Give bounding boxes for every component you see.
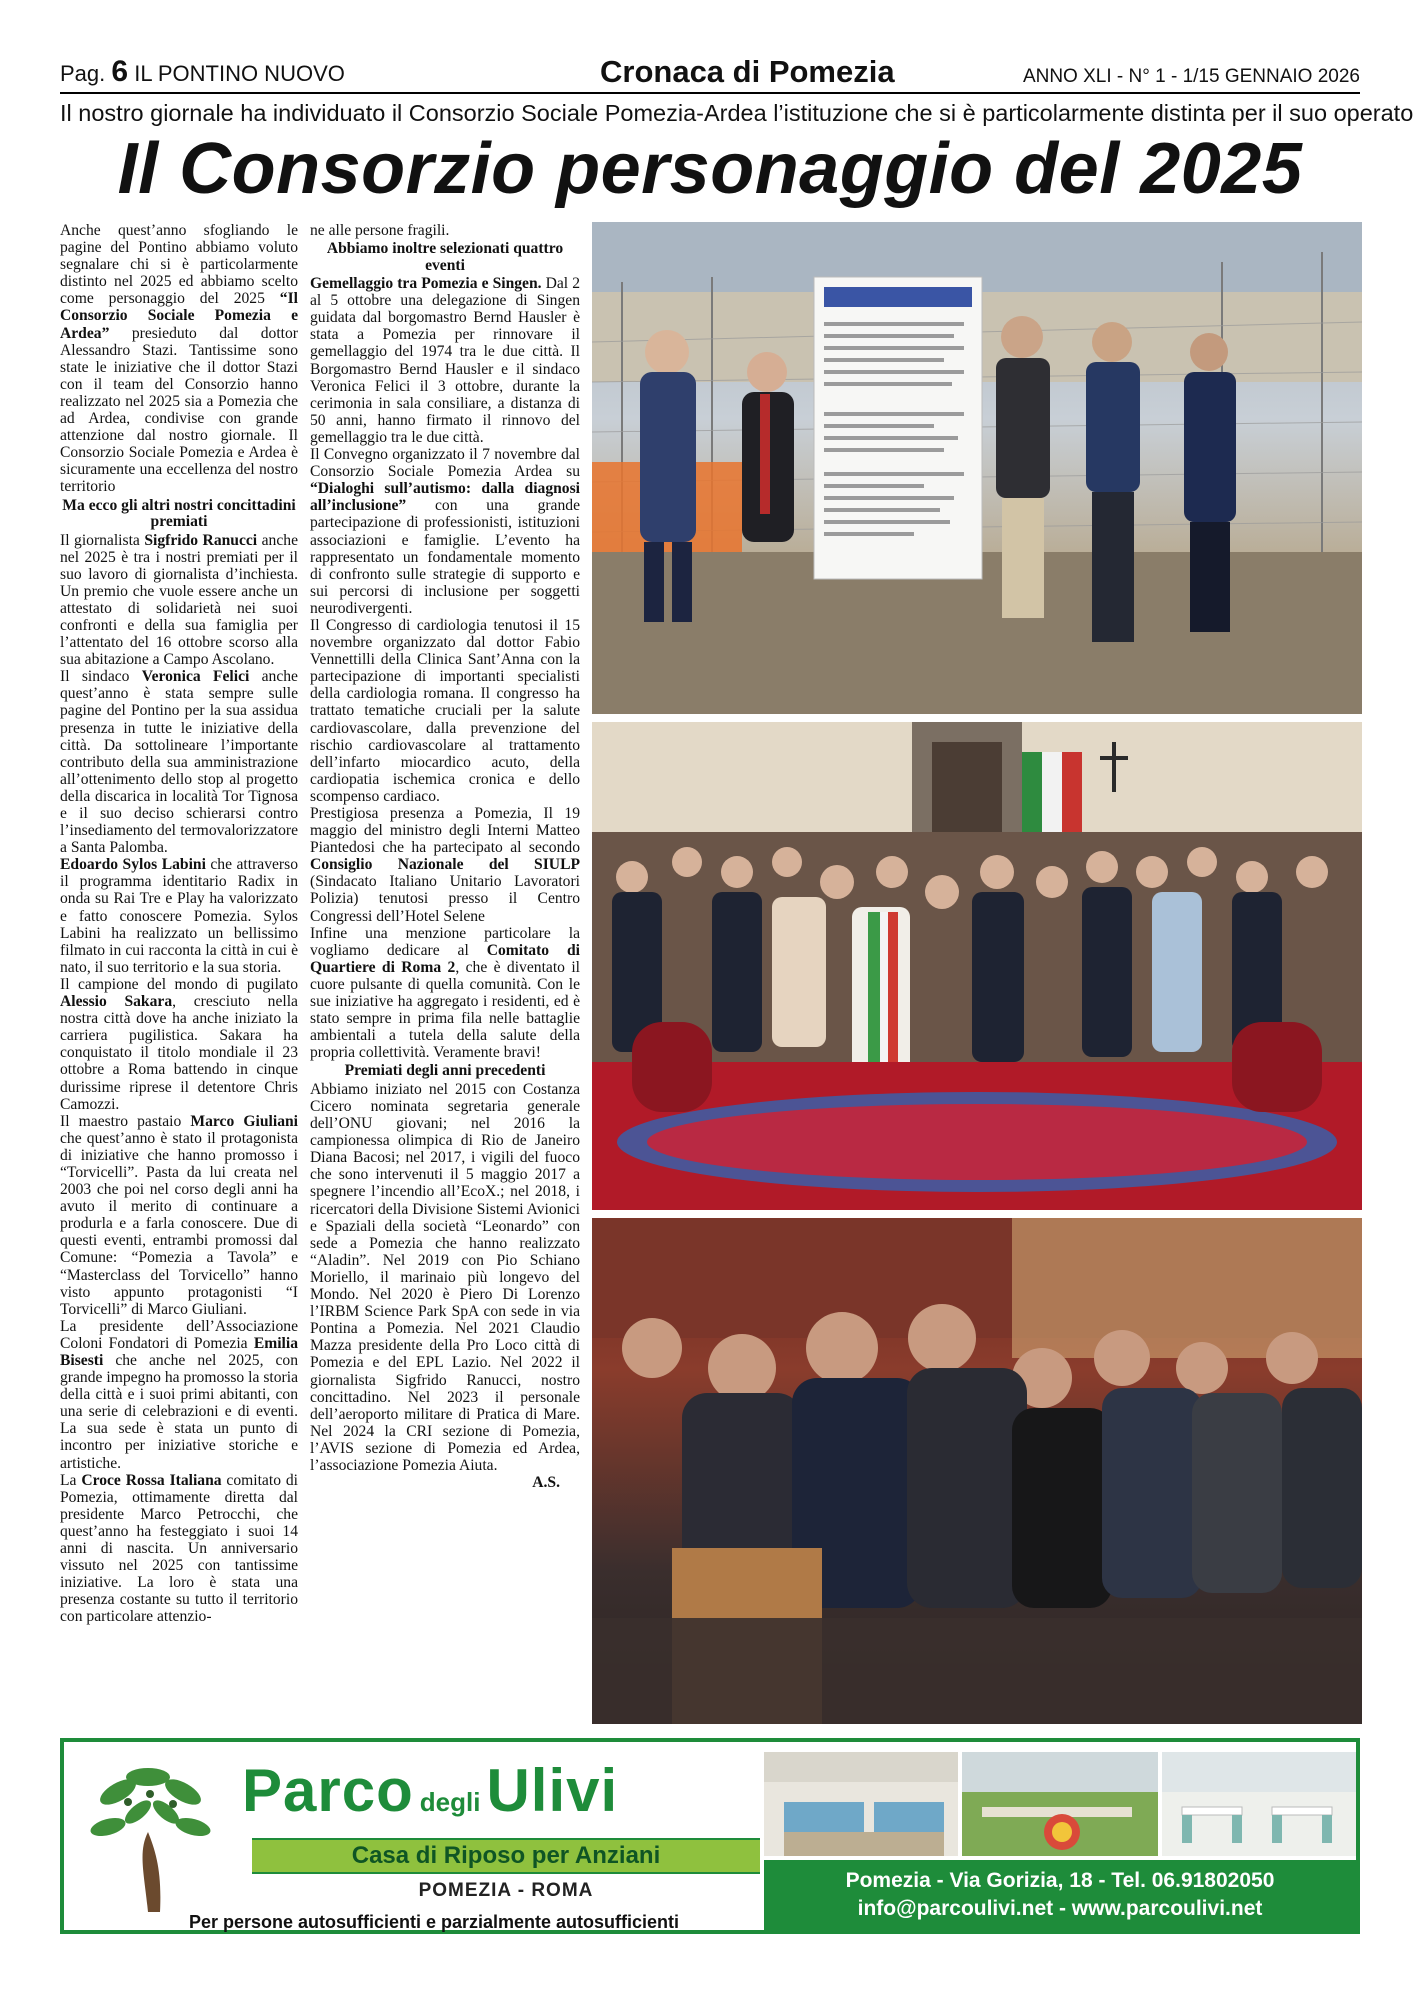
article-subtitle: Il nostro giornale ha individuato il Consorzio Sociale Pomezia-Ardea l’istituzione che si è particolarmente distinta per il suo operato — [60, 100, 1414, 126]
ad-photo-garden — [962, 1752, 1158, 1856]
article-paragraph: La Croce Rossa Italiana comitato di Pomezia, ottimamente diretta dal presidente Marco Petrocchi, che quest’anno ha festeggiato i suoi 14 anni di nascita. Un anniversario vissuto nel 2025 con tantissime iniziative. La loro è stata una presenza costante su tutto il territorio con particolare attenzio- — [60, 1471, 298, 1626]
article-paragraph: La presidente dell’Associazione Coloni Fondatori di Pomezia Emilia Bisesti che anche nel 2025, con grande impegno ha promosso la storia della città e i suoi primi abitanti, con una serie di celebrazioni e di eventi. La sua sede è stata un punto di incontro per iniziative storiche e artistiche. — [60, 1317, 298, 1472]
photo-construction-site-image — [592, 222, 1362, 714]
olive-tree-logo-icon — [78, 1752, 228, 1912]
author-signature: A.S. — [532, 1474, 560, 1492]
article-paragraph: Infine una menzione particolare la vogliamo dedicare al Comitato di Quartiere di Roma 2, che è diventato il cuore pulsante di quella comunità. Con le sue iniziative ha aggregato i residenti, ed è stato sempre in prima fila nelle battaglie ambientali a tutela della salute della propria collettività. Veramente bravi! — [310, 924, 580, 1062]
article-paragraph: Il Congresso di cardiologia tenutosi il 15 novembre organizzato dal dottor Fabio Vennettilli della Clinica Sant’Anna con la partecipazione di importanti specialisti della cardiologia romana. Il congresso ha trattato tematiche cruciali per la salute cardiovascolare, dalla prevenzione del rischio cardiovascolare al trattamento dell’infarto miocardico acuto, della cardiopatia ischemica cronica e dello scompenso cardiaco. — [310, 616, 580, 805]
page-number: Pag. 6 IL PONTINO NUOVO — [60, 55, 345, 88]
article-paragraph: Il giornalista Sigfrido Ranucci anche nel 2025 è tra i nostri premiati per il suo lavoro di giornalista d’inchiesta. Un premio che vuole essere anche un attestato di solidarietà nei suoi confronti e della sua famiglia per l’attentato del 16 ottobre scorso alla sua abitazione a Campo Ascolano. — [60, 531, 298, 669]
article-paragraph: Il Convegno organizzato il 7 novembre dal Consorzio Sociale Pomezia Ardea su “Dialoghi sull’autismo: dalla diagnosi all’inclusione” con una grande partecipazione di professionisti, istituzioni associazioni e famiglie. L’evento ha rappresentato un fondamentale momento di confronto sulle strategie di supporto e sui percorsi di inclusione per soggetti neurodivergenti. — [310, 446, 580, 617]
article-paragraph: Gemellaggio tra Pomezia e Singen. Dal 2 al 5 ottobre una delegazione di Singen guidata dal borgomastro Bernd Hausler è stata a Pomezia per rinnovare il gemellaggio del 1974 tra le due città. Il Borgomastro Bernd Hausler e il sindaco Veronica Felici il 3 ottobre, durante la cerimonia in sala consiliare, a distanza di 50 anni, hanno firmato il rinnovo del gemellaggio tra le due città. — [310, 275, 580, 446]
ad-photo-bedroom — [764, 1752, 958, 1856]
photo-conference-audience-image — [592, 1218, 1362, 1724]
photo-construction-site — [592, 222, 1362, 714]
article-paragraph: Anche quest’anno sfogliando le pagine del Pontino abbiamo voluto segnalare chi si è particolarmente distinto nel 2025 ed abbiamo scelto come personaggio del 2025 “Il Consorzio Sociale Pomezia e Ardea” presieduto dal dottor Alessandro Stazi. Tantissime sono state le iniziative che il dottor Stazi con il team del Consorzio hanno realizzato nel 2025 sia a Pomezia che ad Ardea, condivise con grande attenzione dal nostro giornale. Il Consorzio Sociale Pomezia e Ardea è sicuramente una eccellenza del nostro territorio — [60, 222, 298, 496]
article-paragraph: ne alle persone fragili. — [310, 222, 450, 239]
column-subheading: Premiati degli anni precedenti — [344, 1062, 546, 1080]
photo-conference-audience — [592, 1218, 1362, 1724]
article-paragraph: Abbiamo iniziato nel 2015 con Costanza Cicero nominata segretaria generale dell’ONU giovani; nel 2016 la campionessa olimpica di Rio de Janeiro Diana Bacosi; nel 2017, i vigili del fuoco che sono intervenuti il 5 maggio 2017 a spegnere l’incendio all’EcoX.; nel 2018, i ricercatori della Divisione Sistemi Avionici e Spaziali della società “Leonardo” con sede a Pomezia che hanno realizzato “Aladin”. Nel 2019 con Pio Schiano Moriello, il marinaio più longevo del Mondo. Nel 2020 è Piero Di Lorenzo l’IRBM Science Park SpA con sede in via Pontina a Pomezia. Nel 2021 Claudio Mazza presidente della Pro Loco città di Pomezia e del EPL Lazio. Nel 2022 il giornalista Sigfrido Ranucci, nostro concittadino. Nel 2023 il personale dell’aeroporto militare di Pratica di Mare. Nel 2024 la CRI sezione di Pomezia, l’AVIS sezione di Pomezia ed Ardea, l’associazione Pomezia Aiuta. — [310, 1080, 580, 1474]
issue-info: ANNO XLI - N° 1 - 1/15 GENNAIO 2026 — [1022, 66, 1360, 87]
masthead — [60, 54, 1360, 94]
article-paragraph: Il campione del mondo di pugilato Alessio Sakara, cresciuto nella nostra città dove ha anche iniziato la carriera pugilistica. Sakara ha conquistato il titolo mondiale il 23 ottobre a Roma battendo in cinque durissime riprese il detentore Chris Camozzi. — [60, 975, 298, 1113]
article-column-2 — [310, 222, 580, 1724]
photo-council-hall-group-image — [592, 722, 1362, 1210]
photo-council-hall-group — [592, 722, 1362, 1210]
advertisement-parco-degli-ulivi — [60, 1738, 1360, 1934]
ad-brand-name: Parco degli Ulivi — [242, 1757, 619, 1824]
column-subheading: Ma ecco gli altri nostri concittadini premiati — [62, 496, 296, 530]
article-headline: Il Consorzio personaggio del 2025 — [117, 129, 1303, 209]
page-number-value: 6 — [111, 55, 129, 88]
ad-web: info@parcoulivi.net - www.parcoulivi.net — [857, 1897, 1263, 1920]
ad-address: Pomezia - Via Gorizia, 18 - Tel. 06.91802050 — [845, 1869, 1275, 1892]
ad-band: Casa di Riposo per Anziani — [252, 1838, 760, 1874]
ad-city: POMEZIA - ROMA — [418, 1880, 594, 1901]
ad-tagline: Per persone autosufficienti e parzialmente autosufficienti — [188, 1912, 680, 1932]
ad-contact-box — [764, 1860, 1356, 1930]
article-paragraph: Il sindaco Veronica Felici anche quest’anno è stata sempre sulle pagine del Pontino per la sua assidua presenza in tutte le iniziative della città. Da sottolineare l’importante contributo della sua amministrazione all’ottenimento dello stop al progetto della discarica in località Tor Tignosa e il suo deciso schierarsi contro l’insediamento del termovalorizzatore a Santa Palomba. — [60, 668, 298, 857]
ad-photo-dining-room — [1162, 1752, 1356, 1856]
article-column-1 — [60, 222, 298, 1724]
section-title: Cronaca di Pomezia — [600, 54, 895, 89]
column-subheading: Abbiamo inoltre selezionati quattro eventi — [326, 240, 564, 274]
article-paragraph: Edoardo Sylos Labini che attraverso il programma identitario Radix in onda su Rai Tre e Play ha valorizzato e fatto conoscere Pomezia. Sylos Labini ha realizzato un bellissimo filmato in cui racconta la città in cui è nato, il suo territorio e la sua storia. — [60, 856, 298, 976]
article-paragraph: Il maestro pastaio Marco Giuliani che quest’anno è stato il protagonista di iniziative che hanno promosso i “Torvicelli”. Pasta da lui creata nel 2003 che poi nel corso degli anni ha avuto il merito di continuare a produrla e a farla conoscere. Due di questi eventi, entrambi promossi dal Comune: “Pomezia a Tavola” e “Masterclass del Torvicello” hanno visto appunto protagonisti “I Torvicelli” di Marco Giuliani. — [60, 1112, 298, 1318]
paper-name: IL PONTINO NUOVO — [134, 61, 345, 86]
article-paragraph: Prestigiosa presenza a Pomezia, Il 19 maggio del ministro degli Interni Matteo Piantedosi che ha partecipato al secondo Consiglio Nazionale del SIULP (Sindacato Italiano Unitario Lavoratori Polizia) tenutosi presso il Centro Congressi dell’Hotel Selene — [310, 805, 580, 925]
